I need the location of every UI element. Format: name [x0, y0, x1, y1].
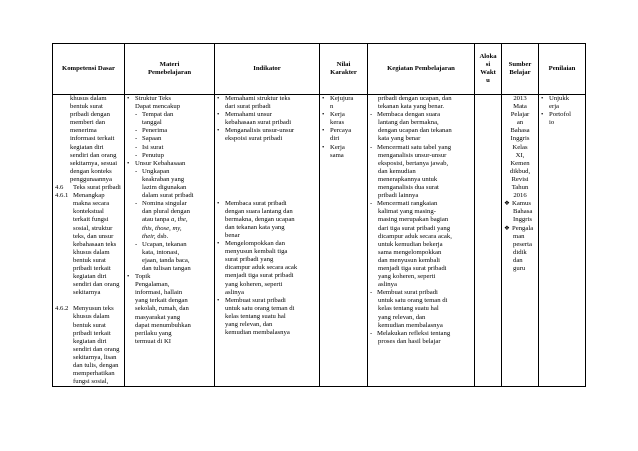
cell-alokasi-waktu	[475, 95, 502, 387]
kd-4-6-text: Teks surat pribadi	[73, 184, 121, 192]
indikator-4	[217, 200, 317, 240]
list-item	[504, 200, 536, 208]
dash-icon: -	[135, 151, 138, 159]
kegiatan-line: tekanan kata yang benar.	[378, 103, 445, 111]
header-penilaian	[539, 44, 586, 95]
kd-4-6-1-number: 4.6.1	[55, 192, 69, 200]
list-item-text: masyarakat yang	[135, 313, 181, 321]
sumber-line: Inggris	[510, 135, 530, 143]
kd-4-6-2	[55, 305, 122, 313]
list-item-text: Memahami unsur	[225, 111, 272, 119]
list-item	[217, 240, 317, 248]
kd-line: dengan konteks	[70, 167, 112, 175]
kd-line: kegiatan diri	[73, 273, 107, 281]
kd-line: khusus dalam	[73, 248, 110, 256]
list-item-text: dalam surat pribadi	[142, 192, 194, 200]
kegiatan-2	[370, 144, 472, 201]
kd-line: khusus dalam	[73, 313, 110, 321]
list-item-text: Portofol	[549, 111, 571, 119]
header-text: Penilaian	[548, 64, 576, 72]
kd-line: pribadi terkait	[73, 329, 111, 337]
kd-line: teks, dan unsur	[73, 232, 114, 240]
list-item	[127, 241, 212, 249]
list-item	[217, 127, 317, 135]
list-item-text: lantang dan bermakna,	[378, 119, 439, 127]
list-item	[370, 200, 472, 208]
header-kegiatan-pembelajaran	[368, 44, 475, 95]
sumber-line: Kemen	[510, 159, 530, 167]
list-item-text: menyusun kembali tiga	[225, 248, 288, 256]
sumber-buku	[504, 95, 536, 200]
list-item-text: dari surat pribadi	[225, 103, 271, 111]
kd-line: memberi dan	[70, 119, 106, 127]
list-item-text: kemudian membalasnya	[225, 329, 290, 337]
dash-icon: -	[370, 289, 373, 297]
list-item-text: Sapaan	[142, 135, 162, 143]
kd-4-6-number: 4.6	[55, 184, 64, 192]
dash-icon: -	[135, 111, 138, 119]
list-item	[127, 200, 212, 208]
list-item-text: Topik	[135, 273, 151, 281]
dash-icon: -	[135, 127, 138, 135]
list-item-text: Penutup	[142, 151, 164, 159]
header-text: u	[486, 77, 490, 85]
list-item-text: kalimat yang masing-	[378, 208, 436, 216]
header-text: Pemebelajaran	[147, 69, 192, 76]
materi-ucapan	[127, 241, 212, 273]
list-item	[217, 200, 317, 208]
list-item	[127, 144, 212, 152]
sumber-line: dikbud,	[509, 167, 531, 175]
list-item-text: pribadi lainnya	[378, 192, 419, 200]
list-item-text: Ungkapan	[142, 167, 170, 175]
list-item-text: Membaca surat pribadi	[225, 199, 287, 207]
list-item	[322, 111, 365, 119]
list-item-text: Mencermati rangkaian	[377, 200, 438, 208]
kd-line: kebahasaan teks	[73, 240, 117, 248]
list-item-text: surat pribadi yang	[225, 256, 274, 264]
list-item-text: dari tiga surat pribadi yang	[378, 224, 451, 232]
sumber-line: Pelajar	[510, 111, 530, 119]
list-item-text: dapat menumbuhkan	[135, 321, 191, 329]
list-item	[322, 127, 365, 135]
sumber-line: XI,	[515, 151, 525, 159]
nilai-karakter-list	[322, 95, 365, 160]
header-text: Karakter	[330, 69, 357, 76]
bullet-icon: •	[127, 273, 130, 281]
dash-icon: -	[135, 143, 138, 151]
list-item-text: Ucapan, tekanan	[142, 240, 187, 248]
kd-line: bentuk surat	[70, 103, 103, 111]
list-item-text: Inggris	[513, 216, 532, 224]
diamond-bullet-icon: ❖	[504, 224, 510, 232]
list-item-text: Membuat surat pribadi	[377, 289, 438, 297]
list-item-text: erja	[549, 103, 560, 111]
kd-4-6-2-text	[55, 313, 122, 386]
list-item	[127, 168, 212, 176]
bullet-icon: •	[127, 159, 130, 167]
bullet-icon: •	[217, 296, 220, 304]
header-text: Belajar	[509, 69, 531, 76]
list-item-text: keras	[330, 119, 345, 127]
indikator-6	[217, 297, 317, 337]
lesson-plan-page	[52, 43, 585, 387]
list-item-text: yang relevan, dan	[225, 320, 273, 328]
kd-line: memperhatikan	[73, 370, 115, 378]
list-item-text: guru	[513, 264, 526, 272]
bullet-icon: •	[217, 199, 220, 207]
kegiatan-intro	[370, 95, 472, 111]
list-item	[370, 289, 472, 297]
list-item	[370, 111, 472, 119]
indikator-5	[217, 240, 317, 297]
list-item-text: dan	[513, 256, 523, 264]
list-item-text: bermakna, dengan ucapan	[225, 215, 295, 223]
list-item	[322, 95, 365, 103]
bullet-icon: •	[217, 111, 220, 119]
list-item	[127, 135, 212, 143]
list-item-text: sekolah, rumah, dan	[135, 305, 189, 313]
kd-line: penggunaannya	[70, 175, 112, 183]
bullet-icon: •	[217, 240, 220, 248]
list-item-text: atau tanpa	[142, 216, 171, 224]
list-item-text: menganalisis unsur-unsur	[378, 151, 447, 159]
cell-penilaian	[539, 95, 586, 387]
sumber-line: Bahasa	[510, 127, 530, 135]
sumber-line: 2013	[513, 95, 527, 102]
cell-kompetensi-dasar	[53, 95, 125, 387]
dash-icon: -	[370, 329, 373, 337]
nomina-italic-1: a, the,	[170, 216, 188, 224]
list-item-text: untuk satu orang teman di	[225, 304, 295, 312]
list-item-text: untuk kemudian bekerja	[378, 240, 443, 248]
list-item-text: didik	[513, 248, 527, 256]
list-item-text: kelas tentang suatu hal	[378, 305, 439, 313]
materi-ungkapan	[127, 168, 212, 200]
kegiatan-line: pribadi dengan ucapan, dan	[378, 95, 452, 102]
bullet-icon: •	[322, 95, 325, 102]
list-item-text: termuat di KI	[135, 337, 172, 345]
list-item-text: io	[549, 119, 555, 127]
kd-line: kegiatan diri	[70, 143, 104, 151]
list-item-text: menjadi tiga surat pribadi	[225, 272, 294, 280]
list-item-text: lazim digunakan	[142, 184, 187, 192]
list-item-text: sama mengelompokkan	[378, 248, 442, 256]
list-item-text: Isi surat	[142, 143, 164, 151]
list-item-text: kata, intonasi,	[142, 248, 180, 256]
dash-icon: -	[135, 240, 138, 248]
header-kompetensi-dasar	[53, 44, 125, 95]
list-item-text: Percaya	[330, 127, 352, 135]
sumber-line: Mata	[513, 103, 527, 111]
kegiatan-3	[370, 200, 472, 289]
list-item	[370, 144, 472, 152]
kd-4-6	[55, 184, 122, 192]
materi-struktur-teks: • Struktur Teks	[127, 95, 172, 102]
header-text: Aloka	[479, 52, 497, 60]
penilaian-list	[541, 95, 583, 127]
header-text: Nilai	[336, 60, 351, 68]
list-item-text: dicampur aduk secara acak	[225, 264, 298, 272]
kd-line: sendiri dan orang	[70, 151, 117, 159]
list-item	[127, 152, 212, 160]
kd-line: sekitarnya, sesuai	[70, 159, 118, 167]
kd-line: sendiri dan orang	[73, 281, 120, 289]
list-item	[541, 95, 583, 103]
list-item-text: menjadi tiga surat pribadi	[378, 264, 447, 272]
dash-icon: -	[135, 200, 138, 208]
header-materi-pembelajaran	[125, 44, 215, 95]
list-item	[127, 127, 212, 135]
list-item-text: benar	[225, 231, 240, 239]
list-item-text: eksposisi, bertanya jawab,	[378, 159, 449, 167]
header-text: Kegiatan Pembelajaran	[387, 64, 455, 72]
list-item-text: Memahami struktur teks	[225, 95, 291, 102]
list-item-text: kata yang benar	[378, 135, 421, 143]
header-text: Sumber	[508, 60, 532, 68]
header-text: si	[485, 60, 491, 68]
materi-struktur-items	[127, 111, 212, 160]
indikator-1	[217, 95, 317, 111]
kd-line: sendiri dan orang	[73, 345, 120, 353]
diamond-bullet-icon: ❖	[504, 200, 510, 208]
list-item-text: Kerja	[330, 143, 345, 151]
kd-line: khusus dalam	[70, 95, 107, 102]
cell-nilai-karakter	[320, 95, 368, 387]
kd-line: bentuk surat	[73, 321, 106, 329]
bullet-icon: •	[322, 127, 325, 135]
sumber-pengalaman	[504, 225, 536, 274]
lesson-plan-table	[52, 43, 586, 387]
list-item-text: Melakukan refleksi tentang	[377, 329, 451, 337]
kd-line: terkait fungsi	[73, 216, 109, 224]
list-item-text: Menganalisis unsur-unsur	[225, 127, 295, 135]
kd-line: sekitarnya, lisan	[73, 353, 117, 361]
header-row	[53, 44, 586, 95]
header-text: Materi	[159, 60, 180, 68]
list-item-text: Pengalaman,	[135, 281, 170, 289]
list-item-text: dan tulisan tangan	[142, 264, 191, 272]
dash-icon: -	[135, 167, 138, 175]
list-item-text: Bahasa	[513, 208, 533, 216]
indikator-3	[217, 127, 317, 143]
list-item-text: dengan suara lantang dan	[225, 207, 293, 215]
list-item	[127, 111, 212, 119]
list-item-text: dan kemudian	[378, 167, 416, 175]
list-item	[217, 297, 317, 305]
dash-icon: -	[370, 111, 373, 119]
list-item-text: Membaca dengan suara	[377, 111, 441, 119]
indikator-2	[217, 111, 317, 127]
list-item-text: dengan ucapan dan tekanan	[378, 127, 452, 135]
list-item-text: n	[330, 103, 334, 111]
list-item-text: sama	[330, 151, 344, 159]
kd-line: kontekstual	[73, 208, 104, 216]
materi-nomina-italic: this, those, my,	[142, 224, 182, 232]
header-text: Indikator	[253, 64, 281, 72]
list-item-text: perilaku yang	[135, 329, 172, 337]
list-item-text: yang relevan, dan	[378, 313, 426, 321]
list-item-text: yang terkait dengan	[135, 297, 188, 305]
kd-line: menerima	[70, 127, 97, 135]
list-item	[217, 95, 317, 103]
cell-materi-pembelajaran: • Struktur Teks Dapat mencakup - Tempat dan tanggal - Penerima - Sapaan - Isi surat - Penutup • Unsur Kebahasaan - Ungkapan keakraban yang lazim digunakan dalam surat pribadi - Nomina singular dan plural dengan atau tanpa a, the, this, those, my, their, dsb. - Ucapan, tekanan kata, intonasi, ejaan, tanda baca, dan tulisan tangan • Topik Pengalaman, informasi, hallain yang terkait dengan sekolah, rumah, dan masyarakat yang dapat menumbuhkan perilaku yang termuat di KI	[125, 95, 215, 387]
kd-line: sekitarnya	[73, 289, 101, 297]
kegiatan-1	[370, 111, 472, 143]
list-item-text: aslinya	[378, 281, 397, 289]
list-item-text: dicampur aduk secara acak,	[378, 232, 452, 240]
list-item-text: menganalisis dua surat	[378, 184, 439, 192]
kd-4-6-1-text	[55, 200, 122, 297]
header-text: Wakt	[480, 69, 496, 76]
bullet-icon: •	[541, 111, 544, 119]
materi-nomina-italic-2: their, dsb.	[142, 232, 169, 240]
list-item-text: diri	[330, 135, 340, 143]
list-item-text: yang koheren, seperti	[225, 280, 283, 288]
header-alokasi-waktu	[475, 44, 502, 95]
list-item	[217, 111, 317, 119]
list-item-text: dan menyusun kembali	[378, 256, 441, 264]
dash-icon: -	[135, 135, 138, 143]
kd-line: makna secara	[73, 200, 110, 208]
bullet-icon: •	[322, 143, 325, 151]
list-item	[541, 111, 583, 119]
list-item-text: dan tekanan kata yang	[225, 223, 285, 231]
list-item	[127, 273, 212, 281]
kd-4-6-1	[55, 192, 122, 200]
bullet-icon: •	[217, 127, 220, 135]
content-row	[53, 95, 586, 387]
kd-line: dan tulis, dengan	[73, 362, 119, 369]
bullet-icon: •	[322, 111, 325, 119]
kd-line: fungsi sosial,	[73, 378, 109, 386]
kd-line: pribadi dengan	[70, 111, 110, 119]
header-nilai-karakter	[320, 44, 368, 95]
kd-line: kegiatan diri	[73, 337, 107, 345]
sumber-line: 2016	[513, 192, 527, 200]
dash-icon: -	[370, 200, 373, 208]
cell-indikator	[215, 95, 320, 387]
list-item-text: Nomina singular	[142, 200, 187, 208]
bullet-icon: •	[541, 95, 544, 102]
materi-topik	[127, 273, 212, 346]
list-item-text: aslinya	[225, 288, 244, 296]
list-item-text: Penerima	[142, 127, 168, 135]
list-item	[370, 330, 472, 338]
list-item	[322, 144, 365, 152]
list-item-text: dan plural dengan	[142, 208, 190, 216]
list-item-text: Kamus	[512, 200, 531, 208]
list-item-text: informasi, hallain	[135, 289, 183, 297]
list-item-text: untuk satu orang teman di	[378, 297, 448, 305]
list-item-text: tanggal	[142, 119, 162, 127]
list-item-text: kelas tentang suatu hal	[225, 312, 286, 320]
sumber-line: Revisi	[511, 175, 529, 183]
list-item-text: Kerja	[330, 111, 345, 119]
sumber-line: Kelas	[512, 143, 528, 151]
kegiatan-4	[370, 289, 472, 329]
materi-nomina	[127, 200, 212, 224]
kd-line: bentuk surat	[73, 256, 106, 264]
list-item-text: Tempat dan	[142, 111, 174, 119]
list-item-text: masing merupakan bagian	[378, 216, 449, 224]
list-item	[504, 225, 536, 233]
list-item-text: man	[513, 232, 525, 240]
kd-line: informasi terkait	[70, 135, 115, 143]
list-item-text: kemudian membalasnya	[378, 321, 443, 329]
list-item-text: kebahasaan surat pribadi	[225, 119, 292, 127]
header-sumber-belajar	[502, 44, 539, 95]
header-indikator	[215, 44, 320, 95]
list-item-text: ejaan, tanda baca,	[142, 256, 190, 264]
sumber-line: an	[516, 119, 524, 127]
sumber-line: Tahun	[511, 184, 529, 192]
sumber-kamus	[504, 200, 536, 224]
list-item-text: keakraban yang	[142, 175, 185, 183]
cell-kegiatan-pembelajaran	[368, 95, 475, 387]
kd-4-6-1-first: Menangkap	[73, 192, 105, 200]
materi-unsur-kebahasaan: • Unsur Kebahasaan	[127, 159, 186, 167]
list-item-text: Mengelompokkan dan	[225, 240, 285, 248]
header-text: Kompetensi Dasar	[62, 64, 115, 72]
list-item-text: Kejujura	[330, 95, 354, 102]
list-item-text	[127, 216, 212, 224]
dash-icon: -	[370, 143, 373, 151]
list-item-text: Membuat surat pribadi	[225, 296, 286, 304]
list-item-text: menerapkannya untuk	[378, 175, 438, 183]
list-item-text: peserta	[513, 240, 532, 248]
list-item-text: yang koheren, seperti	[378, 273, 436, 281]
kegiatan-5	[370, 330, 472, 346]
list-item-text: Pengala	[512, 224, 534, 232]
kd-line: pribadi terkait	[73, 264, 111, 272]
kd-top-text	[55, 95, 122, 184]
cell-sumber-belajar	[502, 95, 539, 387]
kd-4-6-2-number: 4.6.2	[55, 305, 69, 313]
list-item-text: proses dan hasil belajar	[378, 337, 441, 345]
list-item-text: ekspoisi surat pribadi	[225, 135, 283, 143]
list-item-text: Unjukk	[549, 95, 570, 102]
bullet-icon: •	[217, 95, 220, 102]
kd-line: sosial, struktur	[73, 224, 113, 232]
kd-4-6-2-first: Menyusun teks	[73, 305, 114, 313]
list-item-text: Mencermati satu tabel yang	[377, 143, 452, 151]
bullet-icon: •	[127, 95, 130, 102]
